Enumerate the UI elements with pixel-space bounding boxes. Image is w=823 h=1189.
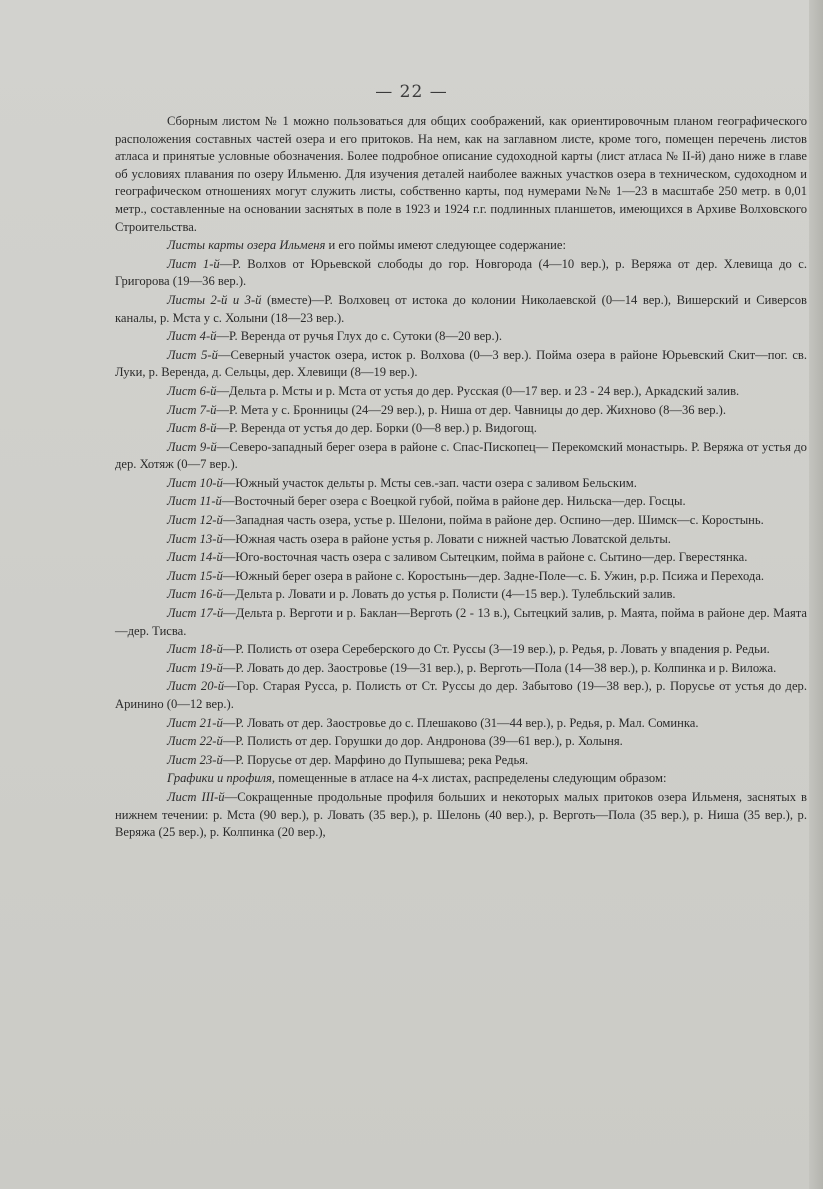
sheet-entry — [115, 660, 807, 678]
sheet-entry-label: Лист 16-й — [167, 587, 223, 602]
sheet-entry-label: Лист 12-й — [167, 513, 223, 528]
lead-label: Листы карты озера Ильменя — [167, 238, 326, 253]
sheet-entry — [115, 328, 807, 346]
sheet-entry — [115, 256, 807, 291]
sheet-entry-label: Лист 17-й — [167, 606, 224, 621]
sheet-entry-text: (вместе)—Р. Волховец от истока до колонии Николаевской (0—14 вер.), Вишерский и Сиверсов каналы, р. Мста у с. Холыни (18—23 вер.). — [115, 292, 807, 325]
sheet-entry-label: Лист 4-й — [167, 329, 217, 344]
sheet-entry-label: Лист 7-й — [167, 402, 217, 417]
sheet-entry-text: —Южный участок дельты р. Мсты сев.-зап. части озера с заливом Бельским. — [222, 475, 637, 490]
sheet-list — [115, 256, 807, 770]
sheet-entry-label: Лист 19-й — [167, 660, 223, 675]
sheet-entry — [115, 420, 807, 438]
sheet-entry-label: Лист 10-й — [167, 475, 223, 490]
sheet-entry — [115, 568, 807, 586]
sheet-entry-label: Лист 6-й — [167, 383, 217, 398]
sheet-entry-text: —Р. Веренда от устья до дер. Борки (0—8 вер.) р. Видогощ. — [216, 421, 537, 436]
sheet-entry-text: —Южная часть озера в районе устья р. Ловати с нижней частью Ловатской дельты. — [222, 531, 671, 546]
sheet-entry-text: —Р. Ловать от дер. Заостровье до с. Плешаково (31—44 вер.), р. Редья, р. Мал. Соминка. — [222, 715, 699, 730]
sheet-entry-text: —Западная часть озера, устье р. Шелони, пойма в районе дер. Оспино—дер. Шимск—с. Коростынь. — [222, 513, 764, 528]
sheet-entry-text: —Северо-западный берег озера в районе с. Спас-Пископец— Перекомский монастырь. Р. Веряжа от устья до дер. Хотяж (0—7 вер.). — [115, 439, 807, 472]
sheet-entry-text: —Гор. Старая Русса, р. Полисть от Ст. Руссы до дер. Забытово (19—38 вер.), р. Порусье от устья до дер. Аринино (0—12 вер.). — [115, 679, 807, 711]
sheet-entry — [115, 586, 807, 604]
sheet-entry-text: —Р. Ловать до дер. Заостровье (19—31 вер.), р. Верготь—Пола (14—38 вер.), р. Колпинка и р. Виложа. — [222, 660, 777, 675]
sheet-entry-text: —Южный берег озера в районе с. Коростынь—дер. Задне-Поле—с. Б. Ужин, р.р. Псижа и Перехода. — [222, 568, 765, 583]
sheet-entry-text: —Юго-восточная часть озера с заливом Сытецким, пойма в районе с. Сытино—дер. Гверестянка. — [222, 550, 748, 565]
sheet-entry-text: —Р. Мета у с. Бронницы (24—29 вер.), р. Ниша от дер. Чавницы до дер. Жихново (8—36 вер.). — [216, 402, 727, 417]
sheet-entry — [115, 678, 807, 713]
sheet-entry — [115, 733, 807, 751]
sheet-entry-label: Лист 18-й — [167, 642, 223, 657]
sheet-entry-text: —Северный участок озера, исток р. Волхова (0—3 вер.). Пойма озера в районе Юрьевский Скит—пог. св. Луки, р. Веренда, д. Сельцы, дер. Хлевищи (8—19 вер.). — [115, 347, 807, 380]
sheet-entry-label: Лист 14-й — [167, 550, 223, 565]
lead-text: и его поймы имеют следующее содержание: — [325, 238, 566, 253]
sheet-iii-paragraph — [115, 789, 807, 842]
sheet-entry — [115, 493, 807, 511]
sheet-entry — [115, 605, 807, 640]
sheet-entry-label: Лист 22-й — [167, 734, 223, 749]
sheet-entry-text: —Р. Волхов от Юрьевской слободы до гор. Новгорода (4—10 вер.), р. Веряжа от дер. Хлевища до с. Григорова (19—36 вер.). — [115, 256, 807, 289]
sheet-entry — [115, 383, 807, 401]
sheet-entry-label: Лист 21-й — [167, 715, 223, 730]
sheet-entry — [115, 347, 807, 382]
sheet-entry — [115, 439, 807, 474]
sheet-entry-text: —Р. Полисть от озера Сереберского до Ст. Руссы (3—19 вер.), р. Редья, р. Ловать у впадения р. Редьи. — [222, 642, 770, 657]
sheet-entry — [115, 512, 807, 530]
sheet-entry-text: —Р. Веренда от ручья Глух до с. Сутоки (8—20 вер.). — [216, 329, 502, 344]
sheet-entry-label: Лист 23-й — [167, 752, 223, 767]
sheet-entry-label: Лист 1-й — [167, 256, 220, 271]
graphs-text: помещенные в атласе на 4-х листах, распределены следующим образом: — [275, 771, 667, 786]
sheet-entry-label: Лист 11-й — [167, 494, 222, 509]
sheet-entry-text: —Дельта р. Ловати и р. Ловать до устья р. Полисти (4—15 вер.). Тулебльский залив. — [222, 587, 676, 602]
sheet-entry-label: Лист 15-й — [167, 568, 223, 583]
sheet-entry — [115, 715, 807, 733]
page-edge-shadow — [809, 0, 823, 1189]
sheet-entry — [115, 752, 807, 770]
sheet-iii-label: Лист III-й — [167, 789, 225, 804]
graphs-label: Графики и профиля, — [167, 771, 276, 786]
sheet-iii-text: —Сокращенные продольные профиля больших и некоторых малых притоков озера Ильменя, заснятых в нижнем течении: р. Мста (90 вер.), р. Ловать (35 вер.), р. Шелонь (40 вер.), р. Верготь—Пола (35 вер.), р. Ниша (35 вер.), р. Веряжа (25 вер.), р. Колпинка (20 вер.), — [115, 789, 807, 840]
body-text — [115, 113, 807, 842]
sheet-entry — [115, 292, 807, 327]
sheet-entry — [115, 641, 807, 659]
sheet-entry-text: —Р. Порусье от дер. Марфино до Пупышева; река Редья. — [222, 752, 529, 767]
sheet-entry — [115, 475, 807, 493]
sheet-entry-label: Лист 8-й — [167, 421, 217, 436]
sheet-entry-text: —Дельта р. Мсты и р. Мста от устья до дер. Русская (0—17 вер. и 23 - 24 вер.), Аркадский залив. — [216, 383, 740, 398]
sheet-entry-text: —Дельта р. Верготи и р. Баклан—Верготь (2 - 13 в.), Сытецкий залив, р. Маята, пойма в районе дер. Маята—дер. Тисва. — [115, 606, 807, 638]
sheet-entry-label: Лист 20-й — [167, 679, 224, 694]
sheet-entry — [115, 549, 807, 567]
sheet-entry — [115, 402, 807, 420]
sheet-entry-text: —Р. Полисть от дер. Горушки до дор. Андронова (39—61 вер.), р. Холыня. — [222, 734, 623, 749]
sheet-entry — [115, 531, 807, 549]
sheet-entry-label: Лист 13-й — [167, 531, 223, 546]
sheet-entry-label: Лист 5-й — [167, 347, 218, 362]
sheet-entry-label: Лист 9-й — [167, 439, 217, 454]
lead-paragraph — [115, 237, 807, 255]
sheet-entry-label: Листы 2-й и 3-й — [167, 292, 262, 307]
intro-paragraph: Сборным листом № 1 можно пользоваться для общих соображений, как ориентировочным планом географического расположения составных частей озера и его притоков. На нем, как на заглавном листе, кроме того, помещен перечень листов атласа и принятые условные обозначения. Более подробное описание судоходной карты (лист атласа № II-й) дано ниже в главе об условиях плавания по озеру Ильменю. Для изучения деталей наиболее важных участков озера в техническом, судоходном и географическом отношениях могут служить листы, собственно карты, под нумерами №№ 1—23 в масштабе 250 метр. в 0,01 метр., составленные на основании заснятых в поле в 1923 и 1924 г.г. подлинных планшетов, имеющихся в Архиве Волховского Строительства. — [115, 114, 807, 234]
sheet-entry-text: —Восточный берег озера с Воецкой губой, пойма в районе дер. Нильска—дер. Госцы. — [221, 494, 686, 509]
graphs-paragraph — [115, 770, 807, 788]
page-number: — 22 — — [375, 82, 448, 102]
